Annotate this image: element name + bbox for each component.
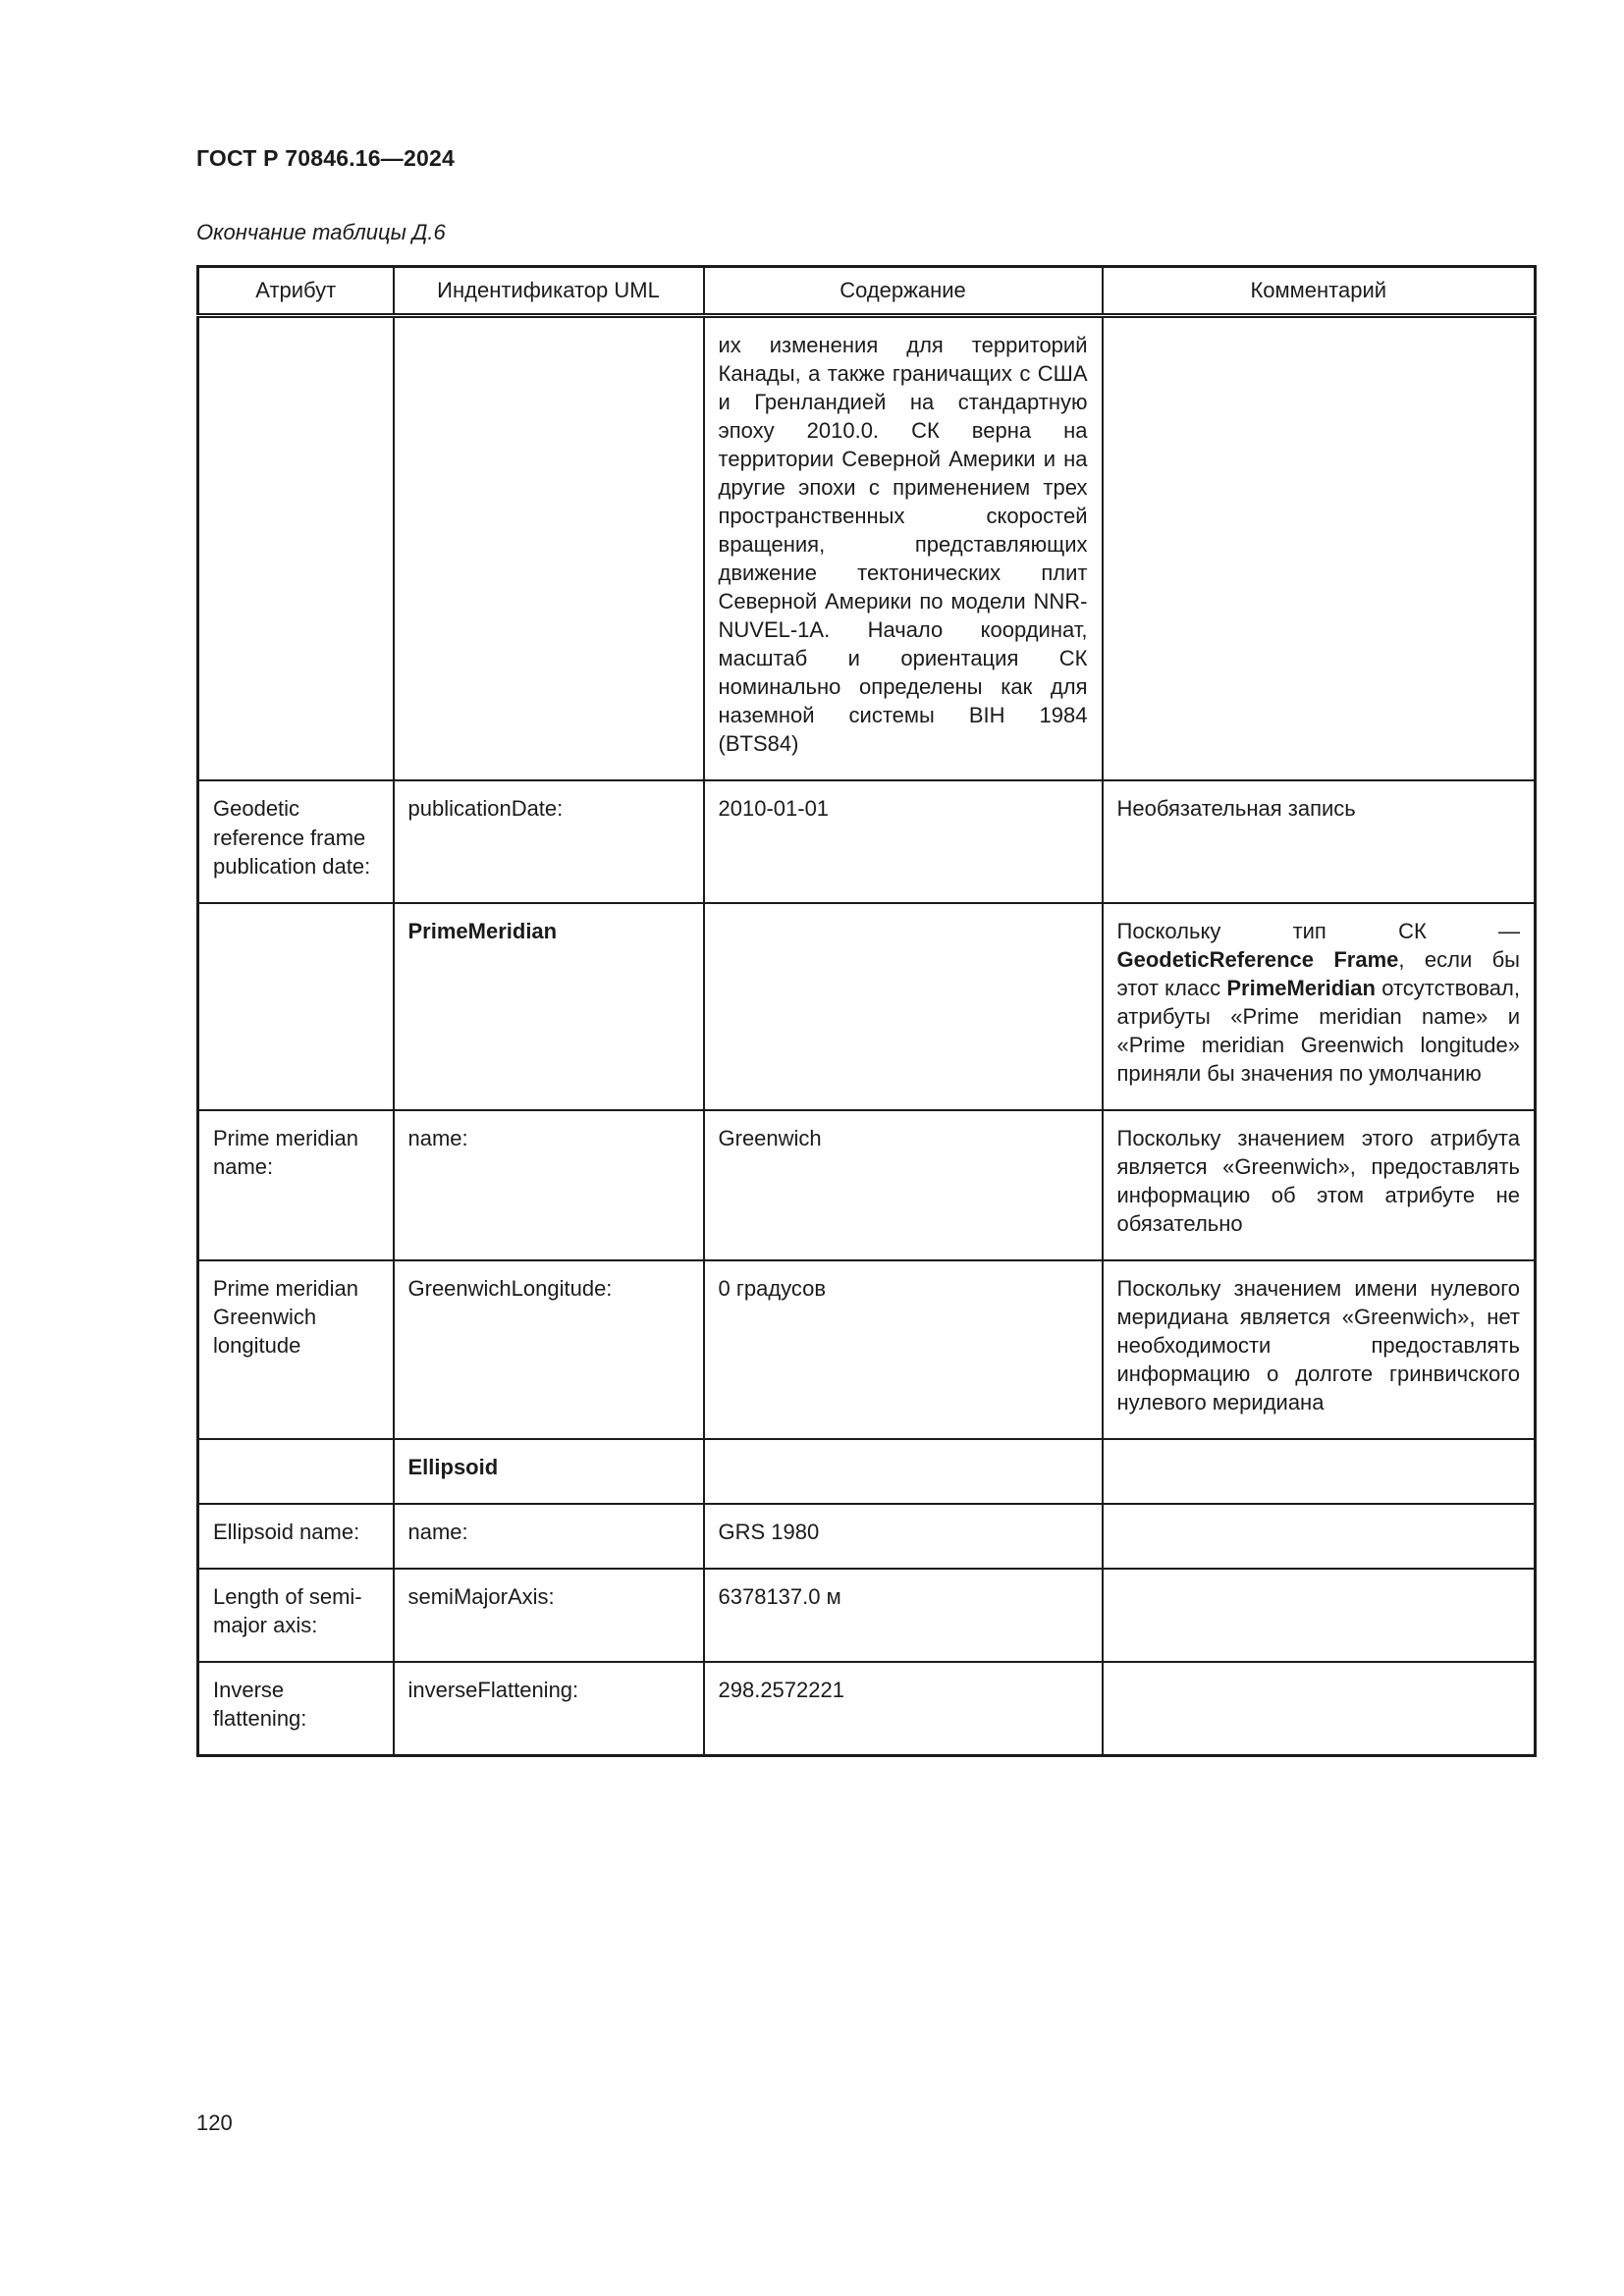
cell-uml: inverseFlattening:	[394, 1662, 704, 1756]
cell-uml: semiMajorAxis:	[394, 1569, 704, 1662]
cell-content	[704, 1439, 1103, 1504]
rich-text: Поскольку тип СК —	[1116, 918, 1520, 943]
table-row	[198, 1569, 1536, 1662]
table-header	[198, 267, 1536, 316]
page-number: 120	[196, 2110, 233, 2135]
cell-attr: Prime meridian name:	[198, 1110, 394, 1260]
attributes-table	[196, 265, 1537, 1757]
cell-attr	[198, 316, 394, 781]
cell-comment: Необязательная запись	[1103, 780, 1536, 902]
rich-text: отсутствовал, атрибуты «Prime meridian name» и «Prime meridian Greenwich longitude» приняли бы значения по умолчанию	[1116, 975, 1520, 1086]
cell-uml: GreenwichLongitude:	[394, 1260, 704, 1439]
cell-comment	[1103, 1662, 1536, 1756]
cell-comment	[1103, 316, 1536, 781]
table-row	[198, 316, 1536, 781]
table-caption: Окончание таблицы Д.6	[196, 220, 446, 244]
cell-comment: Поскольку значением имени нулевого меридиана является «Greenwich», нет необходимости предоставлять информацию о долготе гринвичского нулевого меридиана	[1103, 1260, 1536, 1439]
cell-uml: name:	[394, 1110, 704, 1260]
table-row	[198, 1110, 1536, 1260]
cell-content: их изменения для территорий Канады, а также граничащих с США и Гренландией на стандартную эпоху 2010.0. СК верна на территории Северной Америки и на другие эпохи с применением трех пространственных скоростей вращения, представляющих движение тектонических плит Северной Америки по модели NNR-NUVEL-1A. Начало координат, масштаб и ориентация СК номинально определены как для наземной системы BIH 1984 (BTS84)	[704, 316, 1103, 781]
column-header: Атрибут	[198, 267, 394, 316]
table-header-row	[198, 267, 1536, 316]
table-row	[198, 1439, 1536, 1504]
cell-uml: name:	[394, 1504, 704, 1569]
document-title: ГОСТ Р 70846.16—2024	[196, 145, 455, 171]
cell-uml	[394, 1439, 704, 1504]
cell-content: 6378137.0 м	[704, 1569, 1103, 1662]
cell-attr: Prime meridian Greenwich longitude	[198, 1260, 394, 1439]
cell-comment	[1103, 1569, 1536, 1662]
cell-uml: publicationDate:	[394, 780, 704, 902]
cell-comment	[1103, 1439, 1536, 1504]
cell-content	[704, 903, 1103, 1110]
cell-comment	[1103, 1504, 1536, 1569]
cell-attr	[198, 1439, 394, 1504]
cell-attr: Geodetic reference frame publication date:	[198, 780, 394, 902]
cell-attr: Inverse flattening:	[198, 1662, 394, 1756]
cell-uml	[394, 903, 704, 1110]
rich-text-bold: Ellipsoid	[407, 1455, 499, 1480]
column-header: Содержание	[704, 267, 1103, 316]
cell-content: 0 градусов	[704, 1260, 1103, 1439]
table-row	[198, 1260, 1536, 1439]
cell-content: GRS 1980	[704, 1504, 1103, 1569]
table-row	[198, 780, 1536, 902]
rich-text-bold: PrimeMeridian	[1226, 975, 1376, 1000]
cell-attr	[198, 903, 394, 1110]
cell-comment	[1103, 903, 1536, 1110]
rich-text-bold: PrimeMeridian	[407, 918, 558, 943]
table-row	[198, 903, 1536, 1110]
column-header: Индентификатор UML	[394, 267, 704, 316]
table-body	[198, 316, 1536, 1756]
cell-content: Greenwich	[704, 1110, 1103, 1260]
cell-attr: Ellipsoid name:	[198, 1504, 394, 1569]
table-row	[198, 1504, 1536, 1569]
column-header: Комментарий	[1103, 267, 1536, 316]
cell-content: 2010-01-01	[704, 780, 1103, 902]
cell-uml	[394, 316, 704, 781]
table-row	[198, 1662, 1536, 1756]
cell-attr: Length of semi-major axis:	[198, 1569, 394, 1662]
rich-text: , если бы этот класс	[1116, 946, 1520, 1000]
cell-comment: Поскольку значением этого атрибута является «Greenwich», предоставлять информацию об этом атрибуте не обязательно	[1103, 1110, 1536, 1260]
rich-text-bold: GeodeticReference Frame	[1116, 946, 1399, 972]
cell-content: 298.2572221	[704, 1662, 1103, 1756]
